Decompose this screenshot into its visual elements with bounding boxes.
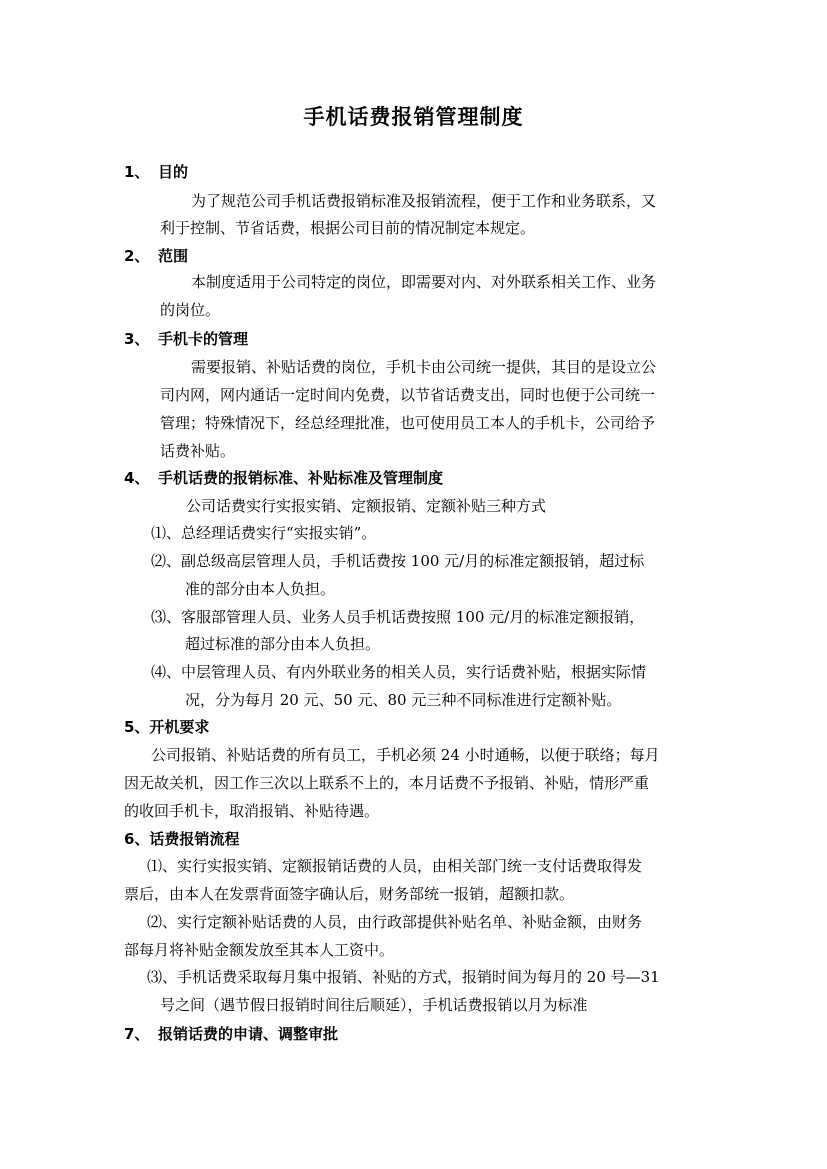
paragraph-line: 司内网，网内通话一定时间内免费，以节省话费支出，同时也便于公司统一 — [160, 386, 656, 404]
paragraph-line: 需要报销、补贴话费的岗位，手机卡由公司统一提供，其目的是设立公 — [191, 358, 657, 376]
section-number: 2、 — [124, 247, 150, 265]
paragraph-line: 本制度适用于公司特定的岗位，即需要对内、对外联系相关工作、业务 — [191, 273, 657, 291]
paragraph-line: 利于控制、节省话费，根据公司目前的情况制定本规定。 — [160, 219, 536, 237]
section-title: 手机卡的管理 — [158, 330, 249, 348]
paragraph-line: 的岗位。 — [160, 301, 221, 319]
list-item-line: 部每月将补贴金额发放至其本人工资中。 — [124, 941, 395, 959]
list-item-line: ⑶、客服部管理人员、业务人员手机话费按照 100 元/月的标准定额报销， — [151, 608, 645, 626]
list-item-line: ⑶、手机话费采取每月集中报销、补贴的方式，报销时间为每月的 20 号—31 — [147, 968, 660, 986]
section-1-heading — [124, 162, 188, 182]
paragraph-line: 为了规范公司手机话费报销标准及报销流程，便于工作和业务联系，又 — [191, 192, 657, 210]
section-number: 1、 — [124, 163, 150, 181]
paragraph-line: 公司报销、补贴话费的所有员工，手机必须 24 小时通畅，以便于联络；每月 — [151, 746, 660, 764]
section-3-heading — [124, 329, 248, 349]
list-item-line: ⑵、实行定额补贴话费的人员，由行政部提供补贴名单、补贴金额，由财务 — [147, 913, 643, 931]
paragraph-line: 因无故关机，因工作三次以上联系不上的，本月话费不予报销、补贴，情形严重 — [124, 774, 650, 792]
list-item-line: ⑴、总经理话费实行“实报实销”。 — [151, 524, 377, 542]
list-item-line: ⑵、副总级高层管理人员，手机话费按 100 元/月的标准定额报销，超过标 — [151, 552, 645, 570]
section-title: 目的 — [158, 163, 189, 181]
section-number: 3、 — [124, 330, 150, 348]
list-item-line: 号之间（遇节假日报销时间往后顺延），手机话费报销以月为标准 — [160, 996, 588, 1014]
section-2-heading — [124, 246, 188, 266]
paragraph-line: 话费补贴。 — [160, 442, 236, 460]
list-item-line: 超过标准的部分由本人负担。 — [185, 635, 381, 653]
document-title: 手机话费报销管理制度 — [303, 105, 524, 129]
section-number: 7、 — [124, 1025, 150, 1043]
section-title: 手机话费的报销标准、补贴标准及管理制度 — [158, 469, 444, 487]
section-7-heading — [124, 1024, 338, 1044]
section-number: 4、 — [124, 469, 150, 487]
paragraph-line: 的收回手机卡，取消报销、补贴待遇。 — [124, 802, 380, 820]
list-item-line: ⑴、实行实报实销、定额报销话费的人员，由相关部门统一支付话费取得发 — [147, 857, 643, 875]
list-item-line: ⑷、中层管理人员、有内外联业务的相关人员，实行话费补贴，根据实际情 — [151, 663, 647, 681]
section-title: 报销话费的申请、调整审批 — [158, 1025, 339, 1043]
list-item-line: 准的部分由本人负担。 — [185, 580, 336, 598]
section-6-heading: 6、话费报销流程 — [124, 830, 240, 848]
section-4-heading — [124, 468, 443, 488]
section-5-heading: 5、开机要求 — [124, 718, 210, 736]
paragraph-line: 管理；特殊情况下，经总经理批准，也可使用员工本人的手机卡，公司给予 — [160, 414, 656, 432]
section-title: 范围 — [158, 247, 189, 265]
paragraph-line: 公司话费实行实报实销、定额报销、定额补贴三种方式 — [186, 497, 547, 515]
list-item-line: 票后，由本人在发票背面签字确认后，财务部统一报销，超额扣款。 — [124, 885, 575, 903]
list-item-line: 况，分为每月 20 元、50 元、80 元三种不同标准进行定额补贴。 — [185, 691, 622, 709]
